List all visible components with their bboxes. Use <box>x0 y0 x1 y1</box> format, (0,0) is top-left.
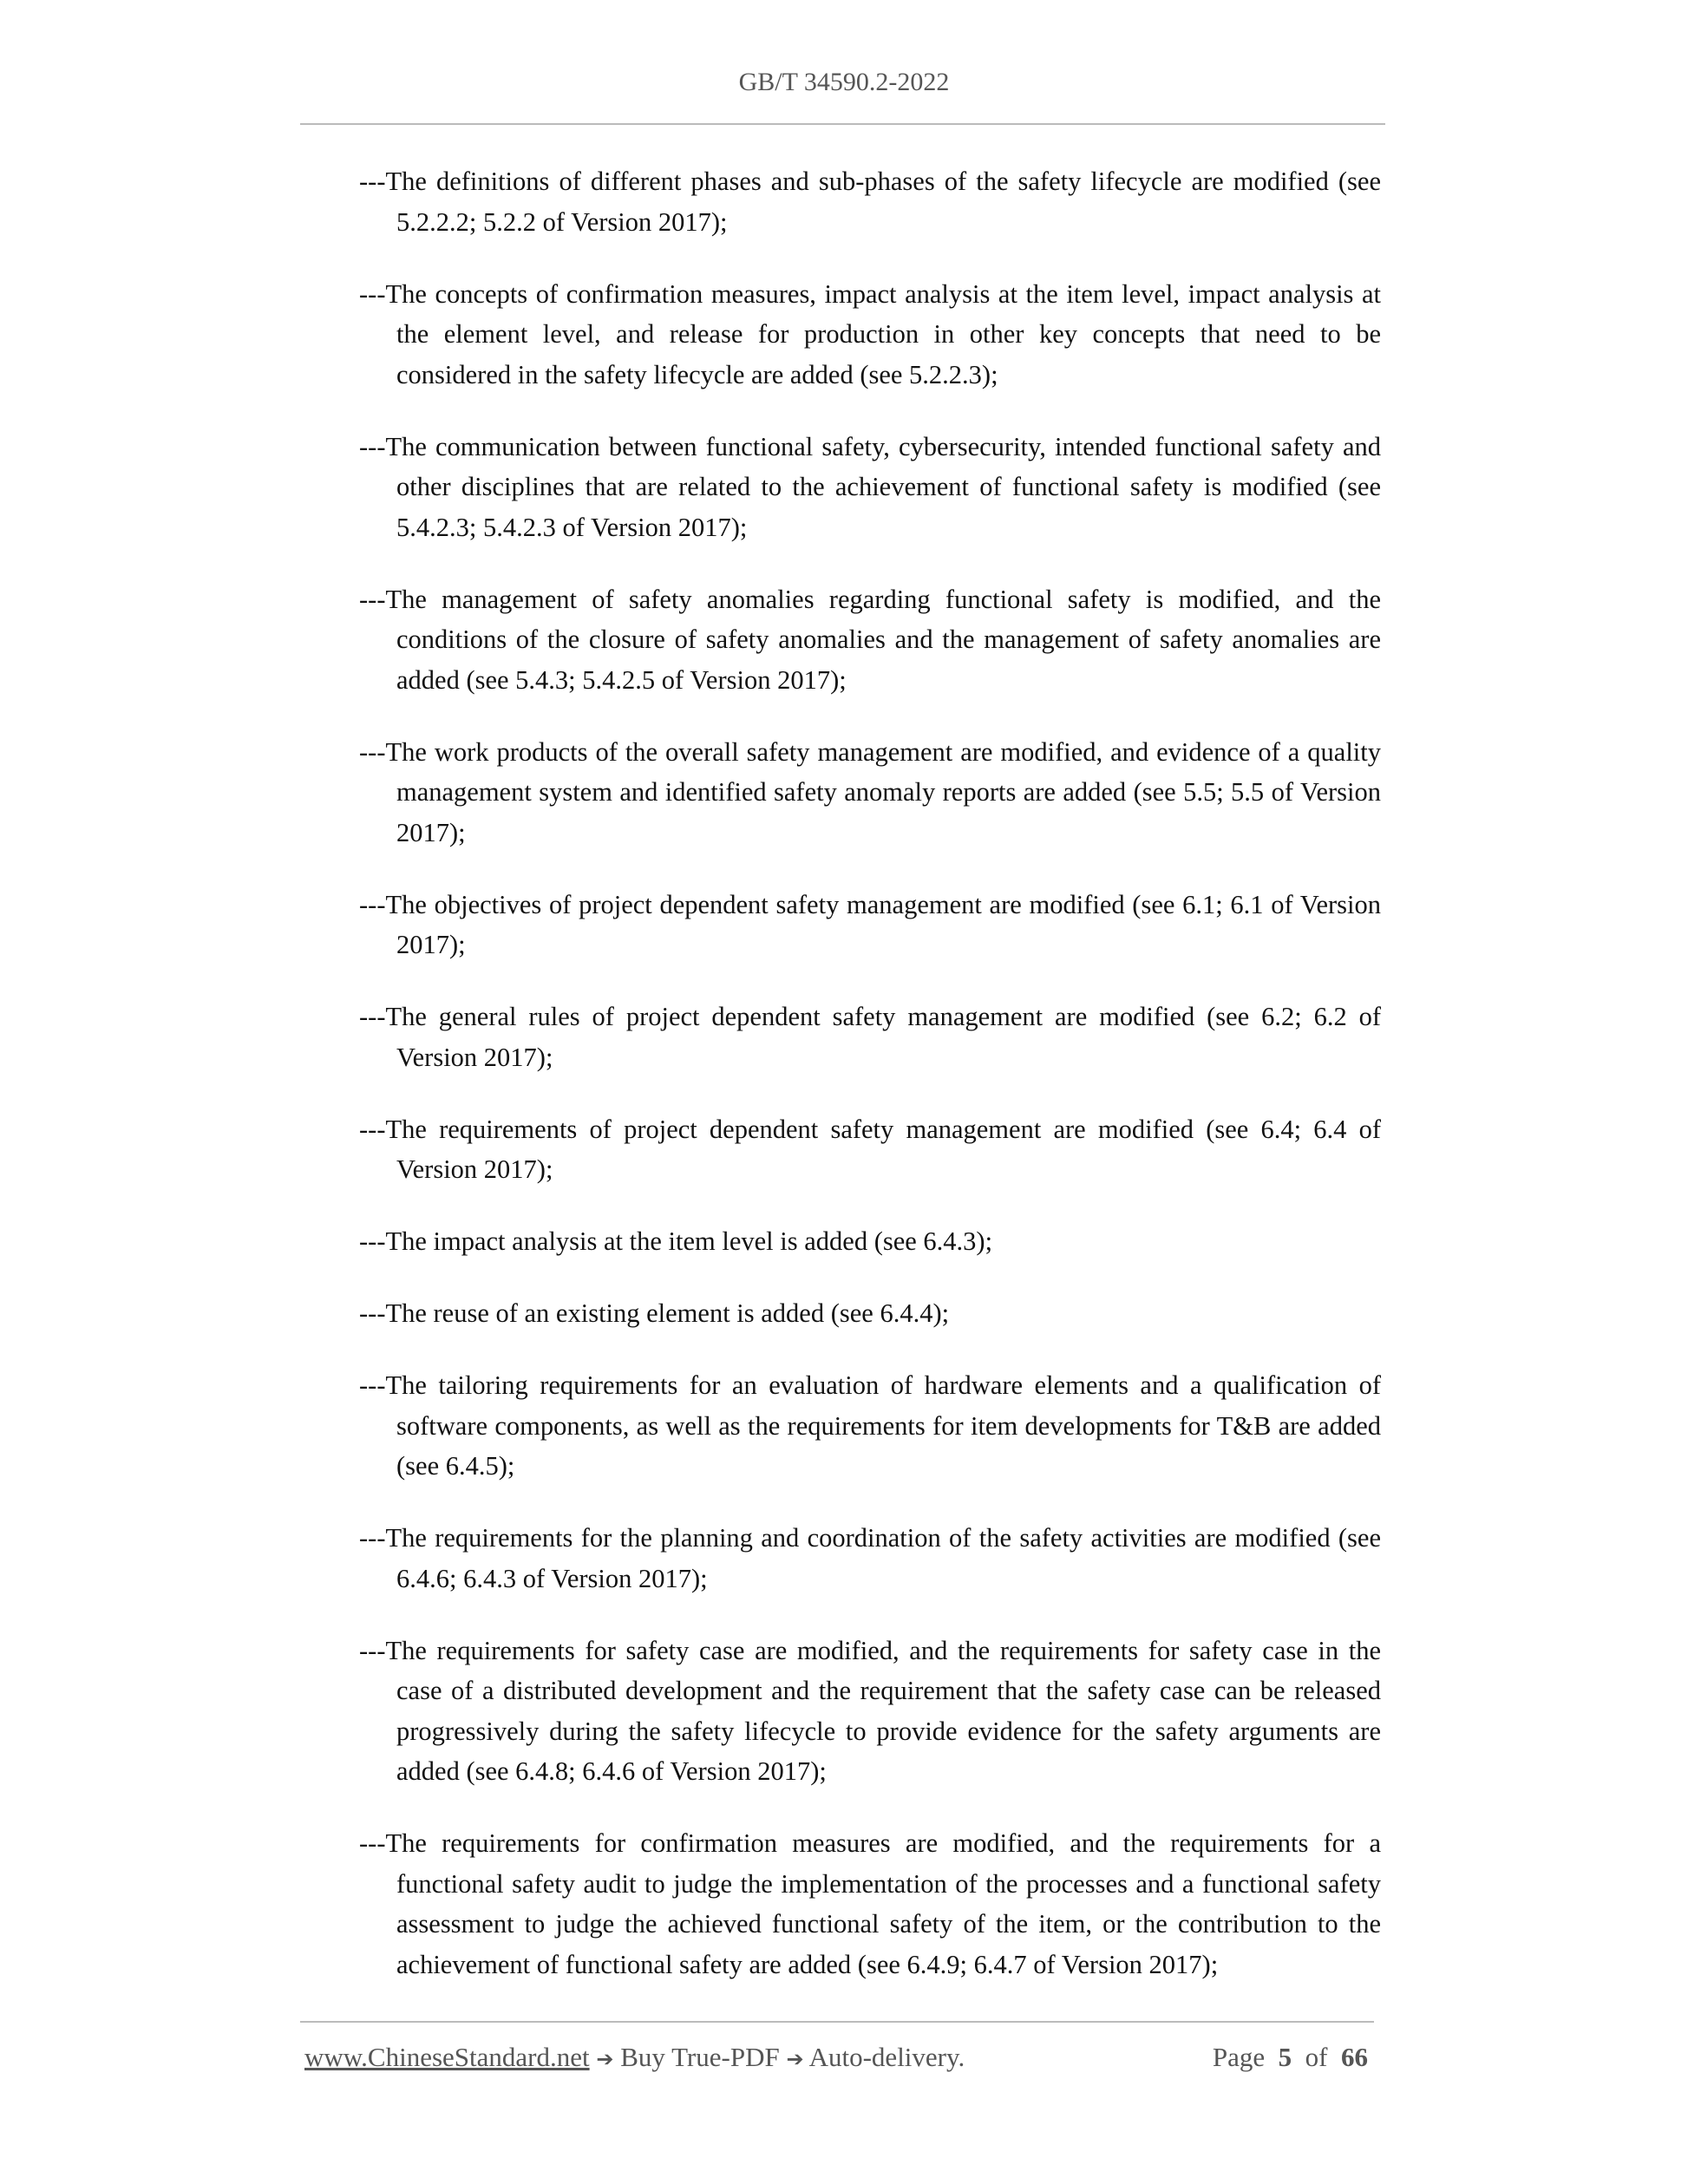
page-number <box>1213 2042 1368 2073</box>
arrow-right-icon: ➔ <box>596 2047 614 2071</box>
of-label: of <box>1305 2042 1328 2072</box>
header-divider <box>300 123 1385 125</box>
current-page: 5 <box>1278 2042 1292 2072</box>
footer-links <box>304 2042 965 2073</box>
list-item: ---The communication between functional safety, cybersecurity, intended functional safety and other disciplines that are related to the achievement of functional safety is modified (see 5.4.2.3; 5.4.2.3 of Version 2017); <box>359 431 1381 542</box>
website-link[interactable]: www.ChineseStandard.net <box>304 2042 590 2072</box>
list-item: ---The requirements for safety case are modified, and the requirements for safety case in the case of a distributed development and the requirement that the safety case can be released progressively during the safety lifecycle to provide evidence for the safety arguments are added (see 6.4.8; 6.4.6 of Version 2017); <box>359 1635 1381 1786</box>
arrow-right-icon: ➔ <box>786 2047 804 2071</box>
total-pages: 66 <box>1341 2042 1368 2072</box>
change-list <box>359 161 1381 2017</box>
buy-pdf-text: Buy True-PDF <box>620 2042 780 2072</box>
list-item: ---The management of safety anomalies regarding functional safety is modified, and the conditions of the closure of safety anomalies and the management of safety anomalies are added (see 5.4.3; 5.4.2.5 of Version 2017); <box>359 584 1381 695</box>
list-item: ---The requirements for the planning and coordination of the safety activities are modified (see 6.4.6; 6.4.3 of Version 2017); <box>359 1523 1381 1593</box>
footer-divider <box>300 2021 1374 2023</box>
list-item: ---The concepts of confirmation measures, impact analysis at the item level, impact analysis at the element level, and release for production in other key concepts that need to be considered in the safety lifecycle are added (see 5.2.2.3); <box>359 278 1381 389</box>
list-item: ---The requirements for confirmation measures are modified, and the requirements for a functional safety audit to judge the implementation of the processes and a functional safety assessment to judge the achieved functional safety of the item, or the contribution to the achievement of functional safety are added (see 6.4.9; 6.4.7 of Version 2017); <box>359 1828 1381 1979</box>
list-item: ---The impact analysis at the item level is added (see 6.4.3); <box>359 1226 993 1256</box>
list-item: ---The general rules of project dependent safety management are modified (see 6.2; 6.2 of Version 2017); <box>359 1002 1381 1072</box>
list-item: ---The reuse of an existing element is added (see 6.4.4); <box>359 1298 950 1328</box>
document-header: GB/T 34590.2-2022 <box>738 68 950 96</box>
auto-delivery-text: Auto-delivery. <box>808 2042 965 2072</box>
list-item: ---The objectives of project dependent safety management are modified (see 6.1; 6.1 of Version 2017); <box>359 889 1381 959</box>
list-item: ---The definitions of different phases and sub-phases of the safety lifecycle are modified (see 5.2.2.2; 5.2.2 of Version 2017); <box>359 167 1381 237</box>
list-item: ---The work products of the overall safety management are modified, and evidence of a quality management system and identified safety anomaly reports are added (see 5.5; 5.5 of Version 2017); <box>359 736 1381 847</box>
list-item: ---The requirements of project dependent safety management are modified (see 6.4; 6.4 of Version 2017); <box>359 1114 1381 1184</box>
page-label: Page <box>1212 2042 1266 2072</box>
list-item: ---The tailoring requirements for an evaluation of hardware elements and a qualification of software components, as well as the requirements for item developments for T&B are added (see 6.4.5); <box>359 1370 1381 1481</box>
